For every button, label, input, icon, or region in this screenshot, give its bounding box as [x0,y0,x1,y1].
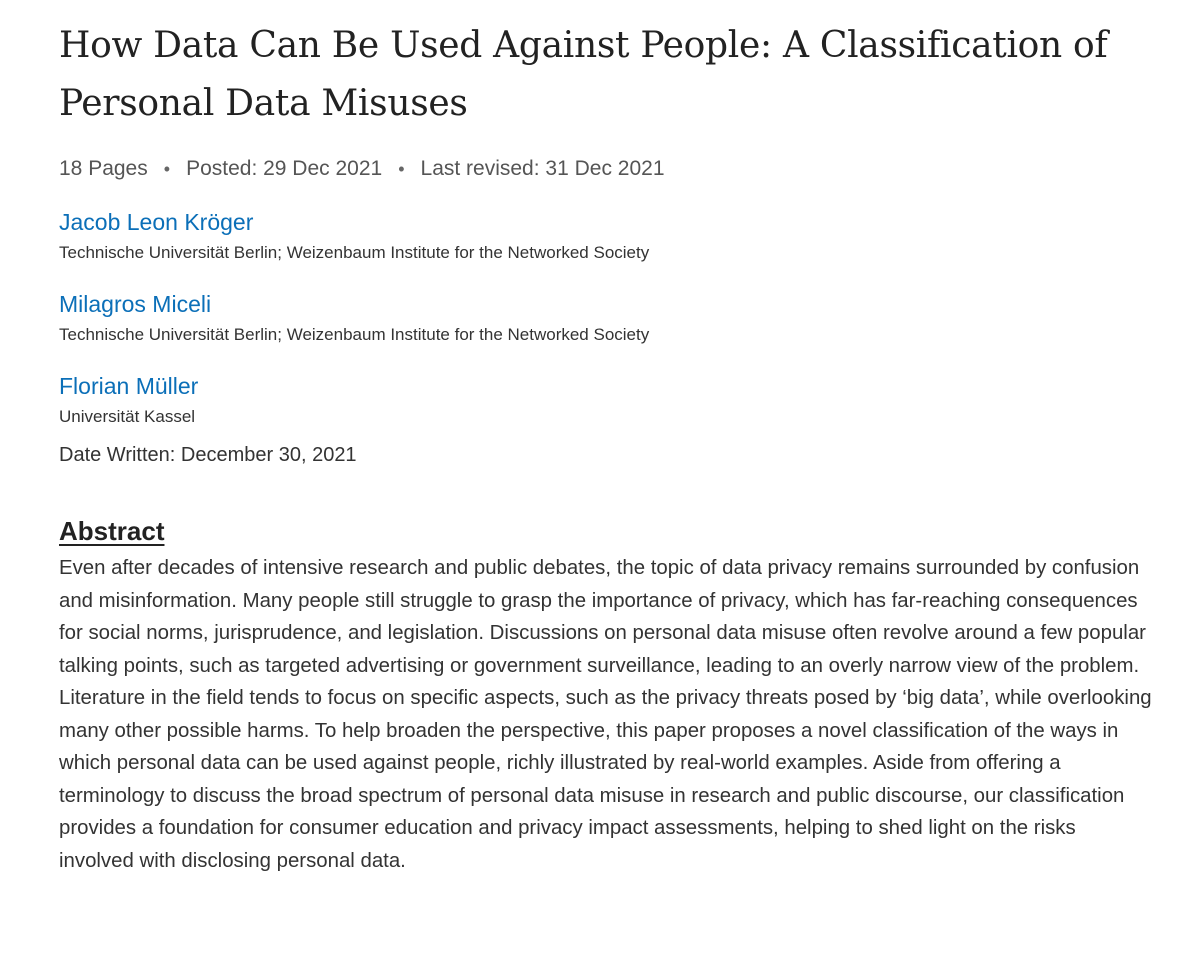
author-block [59,370,1159,430]
author-block [59,206,1159,266]
last-revised-date: Last revised: 31 Dec 2021 [420,157,665,180]
abstract-heading: Abstract [59,516,165,546]
date-written: Date Written: December 30, 2021 [59,444,357,466]
meta-separator: • [163,159,171,179]
author-link-florian-muller[interactable]: Florian Müller [59,373,199,399]
author-affiliation: Technische Universität Berlin; Weizenbaum Institute for the Networked Society [59,325,650,344]
paper-meta [59,154,1159,184]
author-block [59,288,1159,348]
posted-date: Posted: 29 Dec 2021 [186,157,383,180]
author-list [59,206,1159,430]
author-link-milagros-miceli[interactable]: Milagros Miceli [59,291,212,317]
meta-separator: • [398,159,405,179]
paper-page [59,0,1159,877]
author-link-jacob-leon-kroger[interactable]: Jacob Leon Kröger [59,209,254,235]
author-affiliation: Universität Kassel [59,407,196,426]
abstract-text: Even after decades of intensive research and public debates, the topic of data privacy remains surrounded by confusion and misinformation. Many people still struggle to grasp the importance of privacy, which has far-reaching consequences for social norms, jurisprudence, and legislation. Discussions on personal data misuse often revolve around a few popular talking points, such as targeted advertising or government surveillance, leading to an overly narrow view of the problem. Literature in the field tends to focus on specific aspects, such as the privacy threats posed by ‘big data’, while overlooking many other possible harms. To help broaden the perspective, this paper proposes a novel classification of the ways in which personal data can be used against people, richly illustrated by real-world examples. Aside from offering a terminology to discuss the broad spectrum of personal data misuse in research and public discourse, our classification provides a foundation for consumer education and privacy impact assessments, helping to shed light on the risks involved with disclosing personal data. [59,557,1152,872]
page-count: 18 Pages [59,157,148,180]
author-affiliation: Technische Universität Berlin; Weizenbaum Institute for the Networked Society [59,243,650,262]
paper-title: How Data Can Be Used Against People: A Classification of Personal Data Misuses [59,25,1108,124]
